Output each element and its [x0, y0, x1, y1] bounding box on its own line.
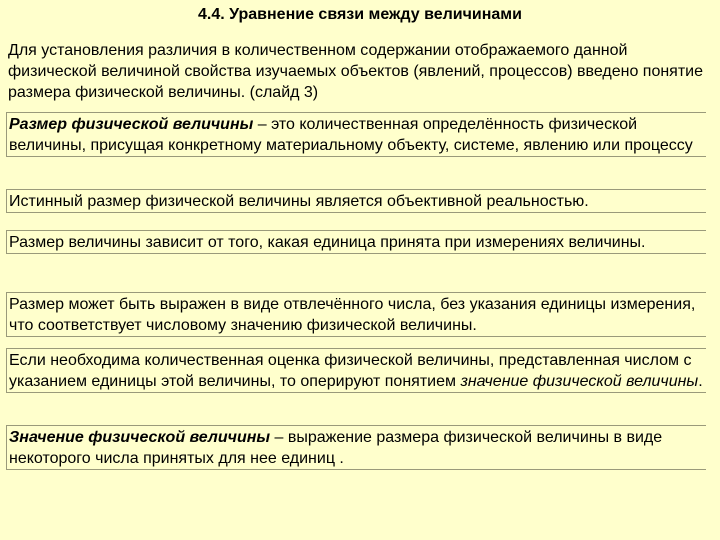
true-size-paragraph: Истинный размер физической величины является объективной реальностью. — [6, 189, 706, 213]
value-definition-text: – выражение размера физической величины в виде некоторого числа принятых для нее единиц . — [9, 429, 663, 467]
size-definition-paragraph — [6, 112, 706, 157]
size-definition-text: – это количественная определённость физической величины, присущая конкретному материальному объекту, системе, явлению или процессу — [9, 116, 693, 154]
size-depends-paragraph: Размер величины зависит от того, какая единица принята при измерениях величины. — [6, 230, 706, 254]
value-concept-em: значение физической величины — [460, 373, 699, 390]
value-concept-paragraph — [6, 348, 706, 393]
slide-title: 4.4. Уравнение связи между величинами — [198, 6, 522, 23]
abstract-number-paragraph: Размер может быть выражен в виде отвлечённого числа, без указания единицы измерения, что соответствует числовому значению физической величины. — [6, 292, 706, 337]
value-definition-paragraph — [6, 425, 706, 470]
intro-paragraph: Для установления различия в количественном содержании отображаемого данной физической величиной свойства изучаемых объектов (явлений, процессов) введено понятие размера физической величины. (слайд 3) — [8, 42, 704, 101]
value-concept-text: Если необходима количественная оценка физической величины, представленная числом с указанием единицы этой величины, то оперируют понятием — [9, 352, 692, 390]
value-concept-end: . — [698, 373, 703, 390]
size-term: Размер физической величины — [9, 116, 254, 133]
value-term: Значение физической величины — [9, 429, 271, 446]
